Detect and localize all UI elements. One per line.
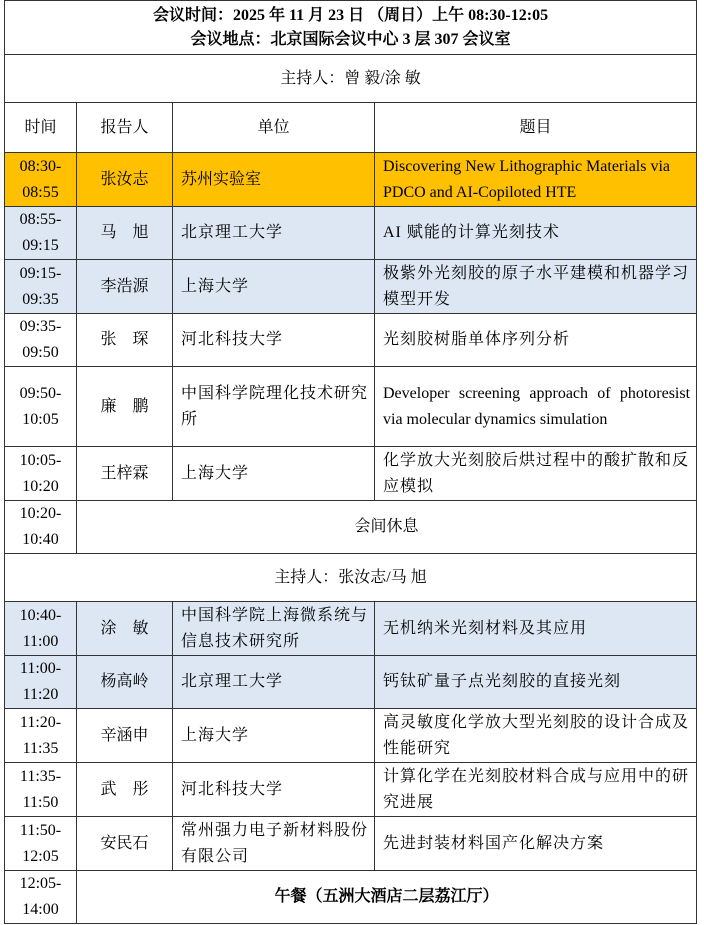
time-cell (5, 763, 77, 817)
agenda-table (4, 0, 697, 924)
time-start: 11:20- (19, 713, 62, 731)
time-start: 09:50- (19, 384, 62, 402)
column-header-time: 时间 (5, 103, 77, 153)
org-cell: 上海大学 (173, 260, 375, 314)
time-end: 10:05 (22, 410, 59, 428)
speaker-cell: 张 琛 (77, 314, 173, 367)
org-cell: 北京理工大学 (173, 656, 375, 709)
time-cell (5, 709, 77, 763)
table-row (5, 817, 697, 871)
meeting-info-row (5, 1, 697, 55)
org-cell: 常州强力电子新材料股份有限公司 (173, 817, 375, 871)
table-row (5, 763, 697, 817)
time-cell (5, 501, 77, 554)
column-header-row (5, 103, 697, 153)
time-end: 09:15 (22, 237, 59, 254)
table-row (5, 656, 697, 709)
time-end: 09:35 (22, 290, 59, 308)
meeting-place: 会议地点：北京国际会议中心 3 层 307 会议室 (190, 30, 511, 48)
time-start: 11:00- (19, 660, 62, 677)
topic-cell: 极紫外光刻胶的原子水平建模和机器学习模型开发 (375, 260, 697, 314)
org-cell: 中国科学院上海微系统与信息技术研究所 (173, 602, 375, 656)
topic-cell: AI 赋能的计算光刻技术 (375, 207, 697, 260)
table-row (5, 709, 697, 763)
speaker-cell: 张汝志 (77, 153, 173, 207)
topic-cell: Developer screening approach of photoresist via molecular dynamics simulation (375, 367, 697, 447)
time-cell (5, 367, 77, 447)
meeting-info-cell (5, 1, 697, 55)
org-cell: 上海大学 (173, 709, 375, 763)
time-start: 09:15- (19, 264, 62, 282)
session-host: 主持人：张汝志/马 旭 (5, 554, 697, 602)
speaker-cell: 武 彤 (77, 763, 173, 817)
org-cell: 河北科技大学 (173, 314, 375, 367)
time-cell (5, 871, 77, 924)
break-label: 会间休息 (77, 501, 697, 554)
column-header-org: 单位 (173, 103, 375, 153)
time-cell (5, 817, 77, 871)
org-cell: 苏州实验室 (173, 153, 375, 207)
org-cell: 中国科学院理化技术研究所 (173, 367, 375, 447)
org-cell: 河北科技大学 (173, 763, 375, 817)
topic-cell: 先进封装材料国产化解决方案 (375, 817, 697, 871)
time-start: 08:55- (19, 211, 62, 228)
time-cell (5, 602, 77, 656)
break-label: 午餐（五洲大酒店二层荔江厅） (77, 871, 697, 924)
topic-cell: Discovering New Lithographic Materials via PDCO and AI-Copiloted HTE (375, 153, 697, 207)
time-cell (5, 656, 77, 709)
topic-cell: 计算化学在光刻胶材料合成与应用中的研究进展 (375, 763, 697, 817)
time-end: 12:05 (22, 847, 59, 865)
org-cell: 上海大学 (173, 447, 375, 501)
time-start: 10:20- (19, 505, 62, 522)
column-header-speaker: 报告人 (77, 103, 173, 153)
topic-cell: 高灵敏度化学放大型光刻胶的设计合成及性能研究 (375, 709, 697, 763)
speaker-cell: 辛涵申 (77, 709, 173, 763)
time-end: 11:20 (22, 686, 59, 703)
column-header-topic: 题目 (375, 103, 697, 153)
time-start: 11:50- (19, 821, 62, 839)
time-cell (5, 447, 77, 501)
speaker-cell: 涂 敏 (77, 602, 173, 656)
speaker-cell: 安民石 (77, 817, 173, 871)
time-cell (5, 260, 77, 314)
time-end: 10:20 (22, 477, 59, 495)
session-host-row (5, 55, 697, 103)
time-start: 09:35- (19, 318, 62, 335)
speaker-cell: 杨高岭 (77, 656, 173, 709)
time-start: 08:30- (19, 157, 62, 175)
speaker-cell: 廉 鹏 (77, 367, 173, 447)
table-row (5, 207, 697, 260)
time-cell (5, 207, 77, 260)
session-host: 主持人：曾 毅/涂 敏 (5, 55, 697, 103)
time-cell (5, 314, 77, 367)
topic-cell: 光刻胶树脂单体序列分析 (375, 314, 697, 367)
time-end: 11:50 (22, 793, 59, 811)
time-start: 10:05- (19, 451, 62, 469)
session-host-row (5, 554, 697, 602)
table-row (5, 260, 697, 314)
topic-cell: 化学放大光刻胶后烘过程中的酸扩散和反应模拟 (375, 447, 697, 501)
table-row (5, 314, 697, 367)
speaker-cell: 马 旭 (77, 207, 173, 260)
table-row (5, 602, 697, 656)
time-start: 12:05- (19, 875, 62, 892)
speaker-cell: 王梓霖 (77, 447, 173, 501)
break-row (5, 501, 697, 554)
time-end: 09:50 (22, 344, 59, 361)
table-row (5, 367, 697, 447)
speaker-cell: 李浩源 (77, 260, 173, 314)
meeting-time: 会议时间：2025 年 11 月 23 日 （周日）上午 08:30-12:05 (152, 6, 549, 24)
time-end: 10:40 (22, 531, 59, 548)
time-end: 08:55 (22, 183, 59, 201)
topic-cell: 无机纳米光刻材料及其应用 (375, 602, 697, 656)
time-start: 10:40- (19, 606, 62, 624)
time-end: 14:00 (22, 901, 59, 918)
table-row (5, 447, 697, 501)
time-end: 11:00 (22, 632, 59, 650)
table-row (5, 153, 697, 207)
topic-cell: 钙钛矿量子点光刻胶的直接光刻 (375, 656, 697, 709)
org-cell: 北京理工大学 (173, 207, 375, 260)
time-end: 11:35 (22, 739, 59, 757)
break-row (5, 871, 697, 924)
time-cell (5, 153, 77, 207)
time-start: 11:35- (19, 767, 62, 785)
